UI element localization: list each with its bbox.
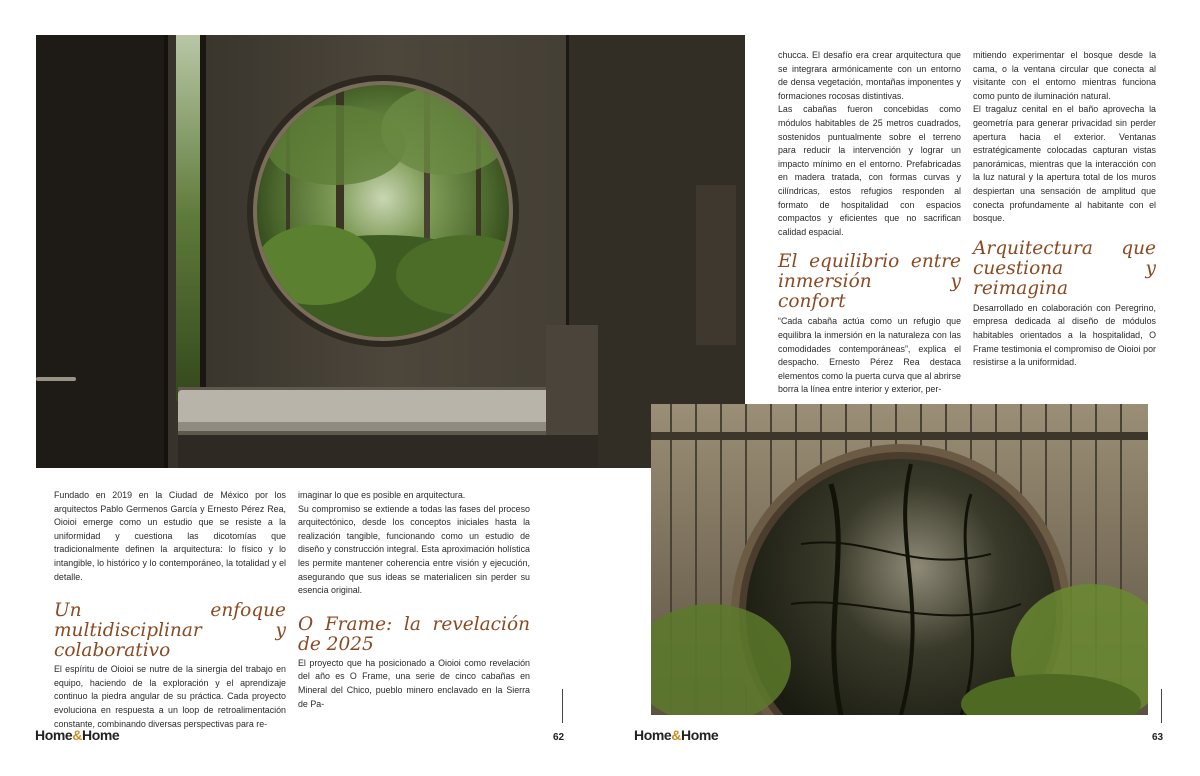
paragraph: Su compromiso se extiende a todas las fases del proceso arquitectónico, desde los conceptos iniciales hasta la realización tangible, funcionando como un estudio de diseño y construcción integral. Esta aproximación holística les permite mantener coherencia entre visión y ejecución, asegurando que sus ideas se materialicen sin perder su esencia original. — [298, 503, 530, 596]
paragraph: chucca. El desafío era crear arquitectura que se integrara armónicamente con un entorno de densa vegetación, montañas imponentes y formaciones rocosas distintivas. — [778, 50, 961, 101]
section-heading: Un enfoque multidisciplinar y colaborativo — [54, 600, 286, 662]
article-column-left-2 — [298, 489, 530, 711]
paragraph: El proyecto que ha posicionado a Oioioi como revelación del año es O Frame, una serie de cinco cabañas en Mineral del Chico, pueblo minero enclavado en la Sierra de Pa- — [298, 657, 530, 709]
paragraph: Desarrollado en colaboración con Peregrino, empresa dedicada al diseño de módulos habitables orientados a la hospitalidad, O Frame testimonia el compromiso de Oioioi por resistirse a la uniformidad. — [973, 302, 1156, 368]
page-number-left: 62 — [553, 732, 565, 743]
paragraph: El tragaluz cenital en el baño aprovecha la geometría para generar privacidad sin perder apertura hacia el exterior. Ventanas estratégicamente colocadas capturan vistas panorámicas, mientras que la interacción con la luz natural y la apertura total de los muros despiertan una sensación de amplitud que conecta profundamente al habitante con el bosque. — [973, 104, 1156, 224]
article-column-right-2 — [973, 49, 1156, 370]
brand-logo-left: Home&Home — [35, 727, 120, 743]
page-rule-left — [562, 689, 563, 723]
exterior-photo — [651, 404, 1148, 715]
brand-logo-right: Home&Home — [634, 727, 719, 743]
paragraph: “Cada cabaña actúa como un refugio que equilibra la inmersión en la naturaleza con las comodidades contemporáneas”, explica el despacho. Ernesto Pérez Rea destaca elementos como la puerta curva que al abrirse borra la línea entre interior y exterior, per- — [778, 316, 961, 395]
article-column-right-1 — [778, 49, 961, 397]
paragraph: Las cabañas fueron concebidas como módulos habitables de 25 metros cuadrados, sostenidos puntualmente sobre el terreno para reducir la intervención y lograr un impacto mínimo en el entorno. Prefabricadas en madera tratada, con formas curvas y cilíndricas, estos refugios responden al formato de hospitalidad con espacios compactos y eficientes que no sacrifican calidad espacial. — [778, 104, 961, 237]
section-heading: El equilibrio entre inmersión y confort — [778, 251, 961, 313]
paragraph: imaginar lo que es posible en arquitectura. — [298, 490, 466, 500]
paragraph: mitiendo experimentar el bosque desde la cama, o la ventana circular que conecta al visitante con el entorno mientras funciona como punto de iluminación natural. — [973, 50, 1156, 101]
page-number-right: 63 — [1152, 732, 1164, 743]
section-heading: O Frame: la revelación de 2025 — [298, 613, 530, 655]
section-heading: Arquitectura que cuestiona y reimagina — [973, 237, 1156, 299]
paragraph: Fundado en 2019 en la Ciudad de México por los arquitectos Pablo Germenos García y Ernesto Pérez Rea, Oioioi emerge como un estudio que se resiste a la uniformidad y cuestiona las dicotomías que tradicionalmente definen la arquitectura: lo físico y lo intangible, lo histórico y lo contemporáneo, la totalidad y el detalle. — [54, 490, 286, 582]
article-column-left-1 — [54, 489, 286, 731]
interior-photo — [36, 35, 745, 468]
page-rule-right — [1161, 689, 1162, 723]
paragraph: El espíritu de Oioioi se nutre de la sinergia del trabajo en equipo, haciendo de la exploración y el aprendizaje continuo la piedra angular de su práctica. Cada proyecto evoluciona en respuesta a un loop de retroalimentación constante, combinando diversas perspectivas para re- — [54, 664, 286, 729]
